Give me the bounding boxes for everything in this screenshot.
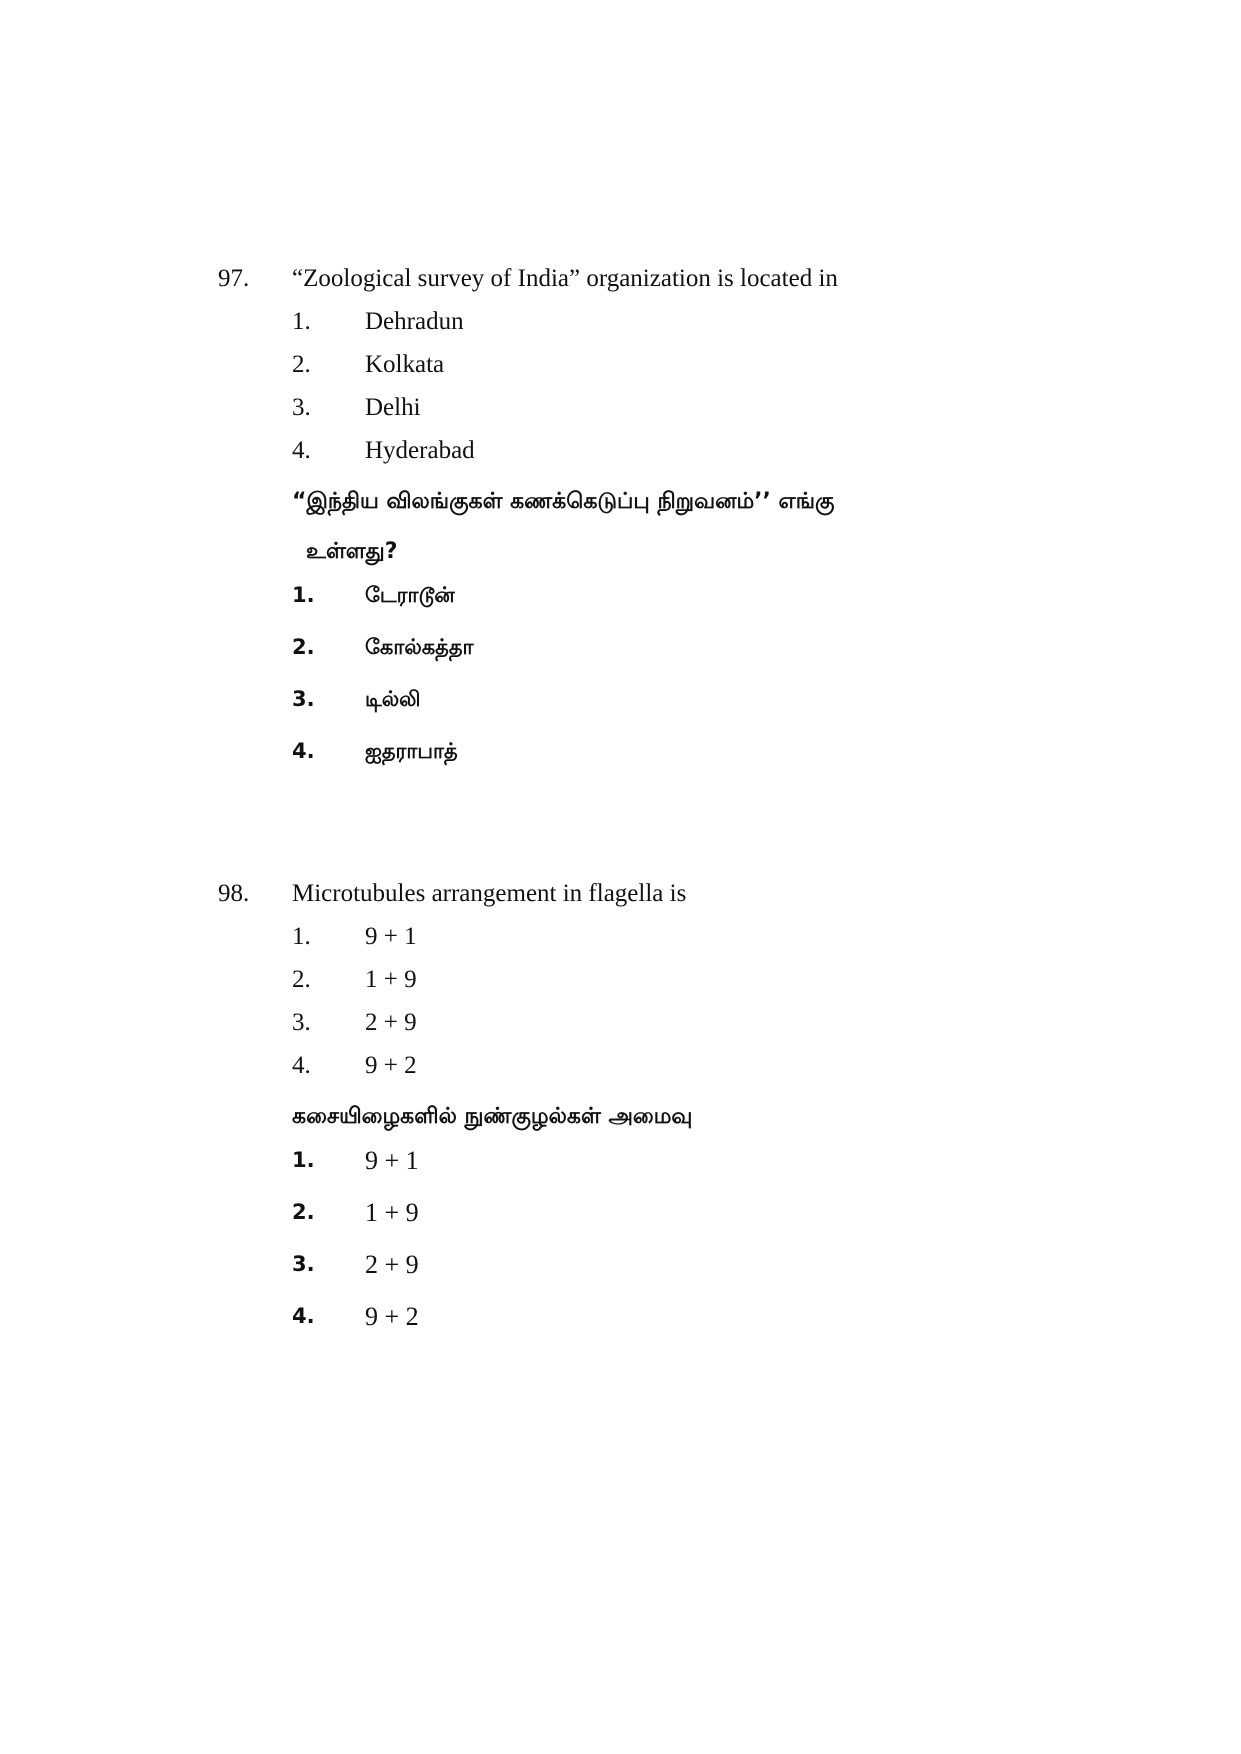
option-ta [0, 687, 1241, 739]
question-number: 97. [218, 265, 250, 292]
question-text-ta-line2: உள்ளது? [306, 539, 398, 564]
option-en [0, 434, 1241, 477]
question-98 [0, 880, 1241, 1356]
option-number: 1. [292, 308, 311, 335]
option-number: 4. [292, 739, 315, 763]
option-number: 3. [292, 1009, 311, 1036]
option-number: 1. [292, 1148, 315, 1172]
option-number: 3. [292, 394, 311, 421]
question-text-ta [292, 1092, 932, 1142]
option-en [0, 305, 1241, 348]
option-text: 1 + 9 [365, 1198, 419, 1227]
option-number: 4. [292, 437, 311, 464]
question-text-ta [292, 477, 932, 577]
option-ta [0, 583, 1241, 635]
option-number: 2. [292, 1200, 315, 1224]
options-list-ta [0, 583, 1241, 791]
option-text: Hyderabad [365, 437, 475, 464]
question-text-ta-line1: கசையிழைகளில் நுண்குழல்கள் அமைவு [292, 1104, 693, 1129]
option-number: 2. [292, 351, 311, 378]
option-ta [0, 635, 1241, 687]
option-en [0, 1006, 1241, 1049]
option-ta [0, 1304, 1241, 1356]
question-text-en: “Zoological survey of India” organization is located in [292, 265, 838, 292]
option-ta [0, 1148, 1241, 1200]
option-number: 3. [292, 1252, 315, 1276]
option-text: 9 + 1 [365, 1146, 419, 1175]
option-number: 4. [292, 1052, 311, 1079]
option-text: 2 + 9 [365, 1250, 419, 1279]
option-number: 1. [292, 583, 315, 607]
option-text: டேராடூன் [365, 583, 455, 607]
option-text: டில்லி [365, 687, 421, 711]
question-text-en: Microtubules arrangement in flagella is [292, 880, 687, 907]
option-text: Kolkata [365, 351, 445, 378]
question-number: 98. [218, 880, 250, 907]
option-en [0, 920, 1241, 963]
question-stem-en [0, 265, 1241, 305]
question-stem-en [0, 880, 1241, 920]
option-number: 2. [292, 966, 311, 993]
option-number: 3. [292, 687, 315, 711]
option-number: 4. [292, 1304, 315, 1328]
option-text: 9 + 2 [365, 1052, 417, 1079]
option-ta [0, 739, 1241, 791]
option-en [0, 1049, 1241, 1092]
option-en [0, 963, 1241, 1006]
option-ta [0, 1252, 1241, 1304]
option-en [0, 348, 1241, 391]
option-text: 1 + 9 [365, 966, 417, 993]
option-text: Dehradun [365, 308, 464, 335]
option-number: 1. [292, 923, 311, 950]
option-text: Delhi [365, 394, 421, 421]
option-text: 9 + 2 [365, 1302, 419, 1331]
option-en [0, 391, 1241, 434]
option-text: கோல்கத்தா [365, 635, 474, 659]
options-list-en [0, 920, 1241, 1092]
option-ta [0, 1200, 1241, 1252]
option-text: 9 + 1 [365, 923, 417, 950]
option-text: 2 + 9 [365, 1009, 417, 1036]
options-list-en [0, 305, 1241, 477]
question-text-ta-line1: “இந்திய விலங்குகள் கணக்கெடுப்பு நிறுவனம்’’ எங்கு [292, 489, 835, 514]
option-text: ஐதராபாத் [365, 739, 458, 763]
options-list-ta [0, 1148, 1241, 1356]
option-number: 2. [292, 635, 315, 659]
question-97 [0, 265, 1241, 791]
